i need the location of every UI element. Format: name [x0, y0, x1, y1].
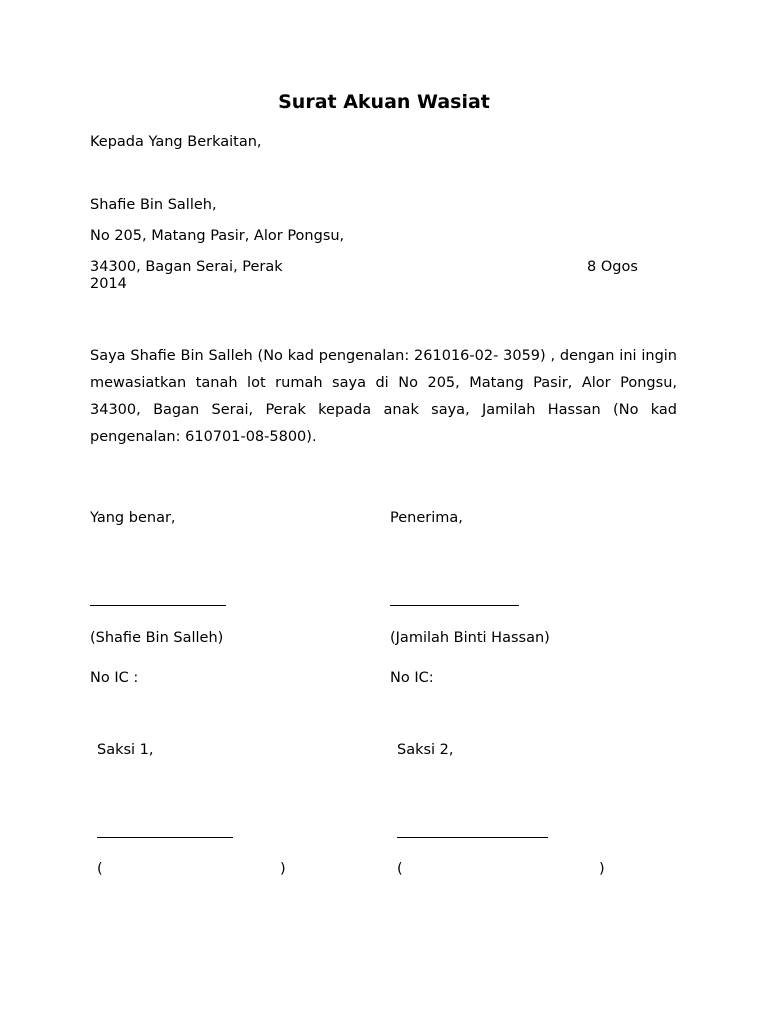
witness-2-name-open-paren: ( — [397, 861, 403, 877]
witness-1-heading: Saksi 1, — [97, 742, 154, 758]
salutation: Kepada Yang Berkaitan, — [90, 134, 262, 150]
signer-name: (Shafie Bin Salleh) — [90, 630, 224, 646]
document-title: Surat Akuan Wasiat — [278, 91, 490, 113]
declaration-paragraph: Saya Shafie Bin Salleh (No kad pengenalan: 261016-02- 3059) , dengan ini ingin mewasiatkan tanah lot rumah saya di No 205, Matang Pasir, Alor Pongsu, 34300, Bagan Serai, Perak kepada anak saya, Jamilah Hassan (No kad pengenalan: 610701-08-5800). — [90, 348, 677, 445]
sender-address-line2: 34300, Bagan Serai, Perak — [90, 259, 283, 275]
witness-2-signature-line — [397, 837, 548, 838]
letter-date-year: 2014 — [90, 276, 127, 292]
recipient-signature-line — [390, 605, 519, 606]
signer-heading: Yang benar, — [90, 510, 176, 526]
witness-1-name-close-paren: ) — [280, 861, 286, 877]
signer-ic-label: No IC : — [90, 670, 139, 686]
witness-2-heading: Saksi 2, — [397, 742, 454, 758]
recipient-ic-label: No IC: — [390, 670, 434, 686]
witness-1-name-open-paren: ( — [97, 861, 103, 877]
witness-1-signature-line — [97, 837, 233, 838]
recipient-heading: Penerima, — [390, 510, 463, 526]
witness-2-name-close-paren: ) — [599, 861, 605, 877]
sender-name: Shafie Bin Salleh, — [90, 197, 217, 213]
signer-signature-line — [90, 605, 226, 606]
recipient-name: (Jamilah Binti Hassan) — [390, 630, 550, 646]
sender-address-line1: No 205, Matang Pasir, Alor Pongsu, — [90, 228, 345, 244]
letter-date: 8 Ogos — [587, 259, 638, 275]
